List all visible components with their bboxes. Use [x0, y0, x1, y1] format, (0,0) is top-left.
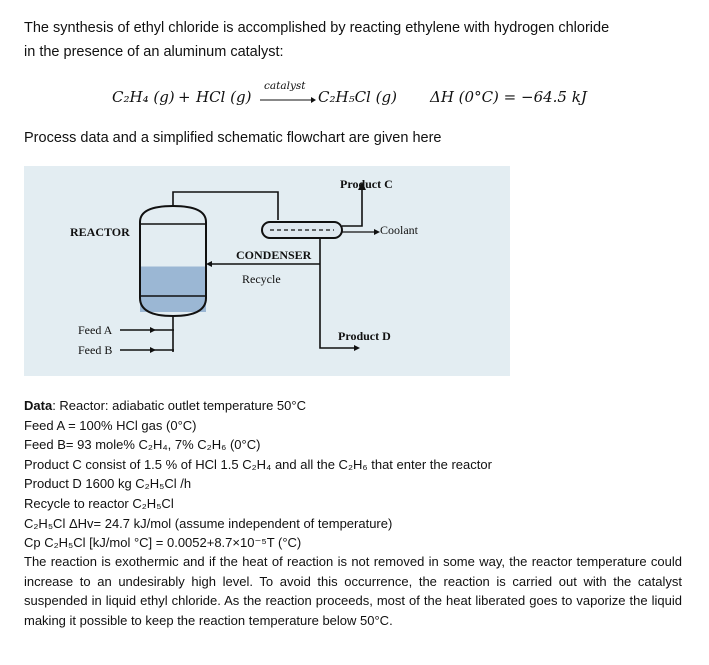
recycle-label: Recycle: [242, 272, 281, 286]
process-flowchart: [24, 166, 510, 376]
data-list: [24, 396, 492, 553]
reactant-hcl: HCl (g): [196, 88, 252, 106]
product-ethyl-chloride: C₂H₅Cl (g): [318, 88, 397, 106]
data-heading: Data: [24, 398, 53, 413]
reaction-arrow-icon: [259, 95, 317, 105]
data-cp: Cp C₂H₅Cl [kJ/mol °C] = 0.0052+8.7×10⁻⁵T (°C): [24, 535, 302, 551]
explanation-paragraph: The reaction is exothermic and if the heat of reaction is not removed in some way, the reactor temperature could increase to an undesirably high level. To avoid this occurrence, the reaction is carried out with the catalyst suspended in liquid ethyl chloride. As the reaction proceeds, most of the heat liberated goes to vaporize the liquid making it possible to keep the reaction temperature below 50°C.: [24, 554, 682, 628]
data-product-d: Product D 1600 kg C₂H₅Cl /h: [24, 476, 192, 492]
feed-a-label: Feed A: [78, 323, 113, 337]
product-c-line: [342, 188, 362, 226]
vapor-line: [173, 192, 278, 220]
product-d-label: Product D: [338, 329, 391, 343]
data-feed-a: Feed A = 100% HCl gas (0°C): [24, 417, 197, 433]
condenser-label: CONDENSER: [236, 248, 312, 262]
intro-line-2: in the presence of an aluminum catalyst:: [24, 44, 284, 60]
product-c-label: Product C: [340, 177, 393, 191]
data-reactor: Data: Reactor: adiabatic outlet temperature 50°C: [24, 398, 306, 413]
coolant-label: Coolant: [380, 223, 418, 237]
reactant-ethylene: C₂H₄ (g): [112, 88, 175, 106]
feed-b-label: Feed B: [78, 343, 113, 357]
plus-sign: +: [178, 88, 191, 106]
data-feed-b: Feed B= 93 mole% C₂H₄, 7% C₂H₆ (0°C): [24, 437, 261, 453]
intro-line-1: The synthesis of ethyl chloride is accomplished by reacting ethylene with hydrogen chloride: [24, 20, 610, 36]
catalyst-label: catalyst: [264, 80, 306, 92]
process-line: Process data and a simplified schematic flowchart are given here: [24, 130, 442, 146]
data-dhv: C₂H₅Cl ΔHv= 24.7 kJ/mol (assume independent of temperature): [24, 515, 393, 531]
reactor-liquid: [140, 267, 206, 313]
data-recycle: Recycle to reactor C₂H₅Cl: [24, 495, 174, 511]
enthalpy: ΔH (0°C) = −64.5 kJ: [430, 88, 587, 106]
reactor-label: REACTOR: [70, 225, 130, 239]
data-product-c: Product C consist of 1.5 % of HCl 1.5 C₂H₄ and all the C₂H₆ that enter the reactor: [24, 456, 492, 472]
